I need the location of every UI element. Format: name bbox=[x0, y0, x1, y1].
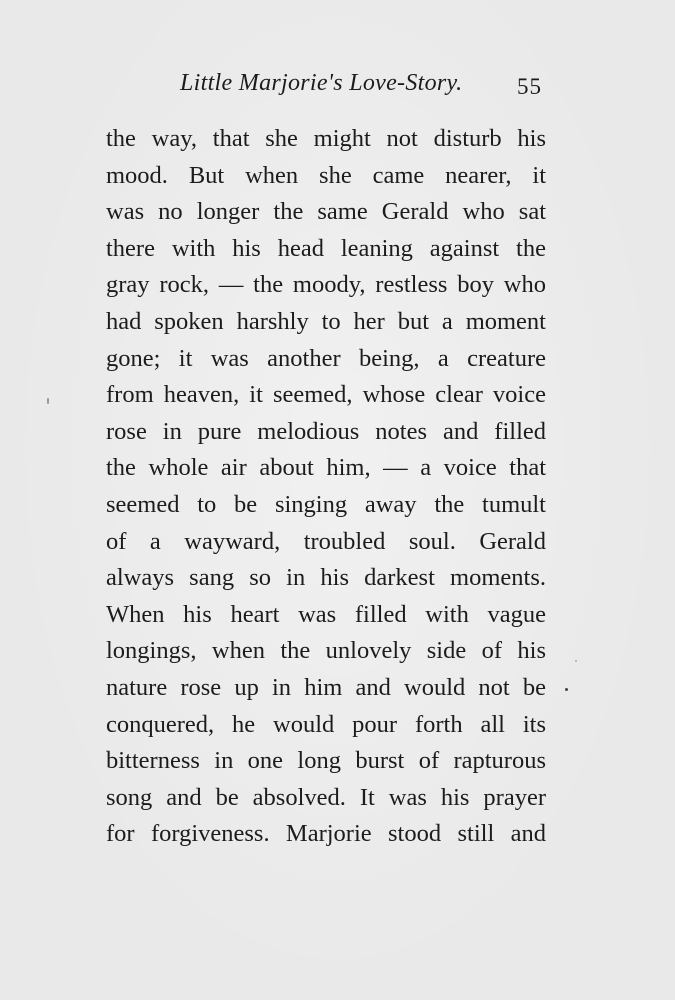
text-line: for forgiveness. Marjorie stood still and bbox=[106, 820, 546, 848]
text-line: the way, that she might not disturb his bbox=[106, 125, 546, 152]
text-line: was no longer the same Gerald who sat bbox=[106, 198, 546, 226]
text-line: always sang so in his darkest moments. bbox=[106, 564, 546, 592]
text-line: the whole air about him, — a voice that bbox=[106, 454, 546, 482]
page-number: 55 bbox=[517, 74, 542, 99]
text-line: conquered, he would pour forth all its bbox=[106, 710, 546, 738]
text-line: seemed to be singing away the tumult bbox=[106, 490, 546, 518]
text-line: bitterness in one long burst of rapturous bbox=[106, 747, 546, 775]
text-line: rose in pure melodious notes and filled bbox=[106, 417, 546, 445]
text-line: When his heart was filled with vague bbox=[106, 600, 546, 628]
body-text bbox=[106, 121, 546, 853]
text-line: gone; it was another being, a creature bbox=[106, 344, 546, 372]
text-line: from heaven, it seemed, whose clear voice bbox=[106, 381, 546, 409]
text-line: of a wayward, troubled soul. Gerald bbox=[106, 527, 546, 555]
running-title: Little Marjorie's Love-Story. bbox=[180, 70, 463, 96]
text-line: gray rock, — the moody, restless boy who bbox=[106, 271, 546, 299]
text-line: longings, when the unlovely side of his bbox=[106, 637, 546, 665]
text-line: had spoken harshly to her but a moment bbox=[106, 307, 546, 335]
text-line: there with his head leaning against the bbox=[106, 234, 546, 262]
text-line: mood. But when she came nearer, it bbox=[106, 161, 546, 189]
text-line: nature rose up in him and would not be bbox=[106, 673, 546, 701]
print-speck bbox=[565, 688, 568, 691]
print-speck bbox=[47, 398, 49, 404]
print-speck bbox=[575, 660, 577, 662]
running-header bbox=[106, 70, 546, 106]
text-line: song and be absolved. It was his prayer bbox=[106, 783, 546, 811]
